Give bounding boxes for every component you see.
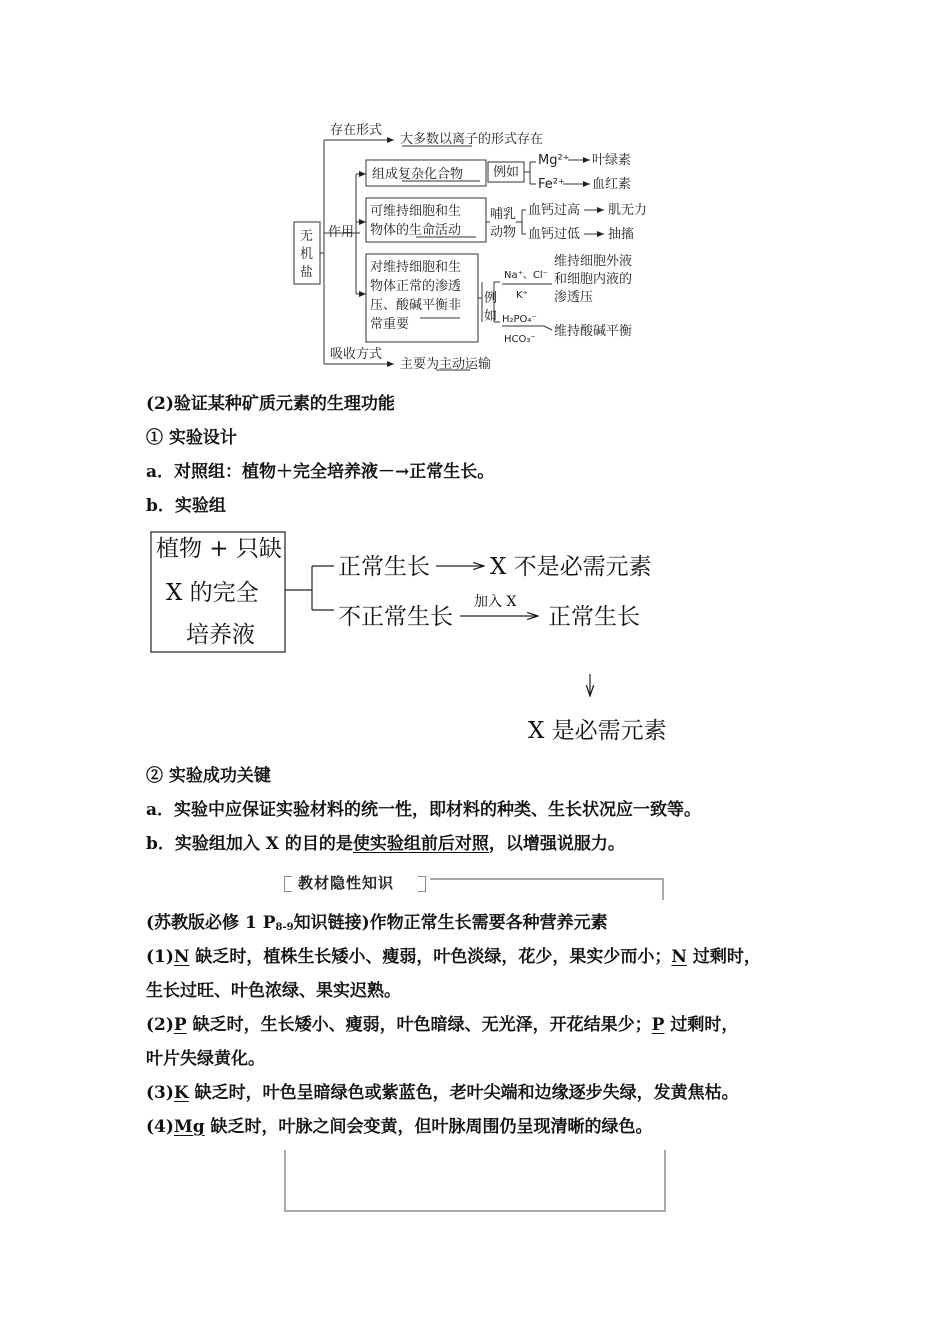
section2-heading: (2)验证某种矿质元素的生理功能 [146, 394, 395, 414]
flow-box-line2: X 的完全 [166, 580, 259, 606]
hco3-ion: HCO₃⁻ [504, 334, 536, 345]
abnormal-growth: 不正常生长 [338, 604, 453, 630]
na-cl-ions: Na⁺、Cl⁻ [504, 270, 548, 281]
normal-growth: 正常生长 [338, 554, 430, 580]
intro-sub: 8-9 [275, 922, 294, 933]
flow-box-line3: 培养液 [186, 622, 255, 648]
box3-line2: 物体正常的渗透 [370, 279, 462, 294]
intro-pre: (苏教版必修 1 P [146, 913, 276, 933]
fe-target: 血红素 [592, 177, 632, 192]
success-key-heading: ② 实验成功关键 [146, 766, 271, 786]
nitrogen-line1 [146, 945, 761, 969]
mg-target: 叶绿素 [592, 153, 632, 168]
key-a-text: a．实验中应保证实验材料的统一性，即材料的种类、生长状况应一致等。 [146, 800, 702, 820]
box3-line4: 常重要 [370, 317, 410, 332]
mg-deficiency: 缺乏时，叶脉之间会变黄，但叶脉周围仍呈现清晰的绿色。 [204, 1117, 653, 1137]
osmotic-line1: 维持细胞外液 [554, 254, 633, 269]
h2po4-ion: H₂PO₄⁻ [502, 314, 537, 325]
mg-ion: Mg²⁺ [538, 153, 570, 168]
intro-post: 知识链接)作物正常生长需要各种营养元素 [293, 913, 608, 933]
hidden-knowledge-frame-top [284, 870, 664, 898]
n-index: (1) [146, 947, 174, 967]
absorb-text: 主要为主动运输 [400, 357, 492, 372]
key-b-post: ，以增强说服力。 [488, 834, 625, 854]
fe-ion: Fe²⁺ [538, 177, 565, 192]
box3-line3: 压、酸碱平衡非 [370, 298, 462, 313]
inorganic-salt-mindmap [290, 118, 670, 380]
calcium-high: 血钙过高 [528, 203, 581, 218]
key-b-underlined: 使实验组前后对照 [352, 834, 489, 854]
nitrogen-line2: 生长过旺、叶色浓绿、果实迟熟。 [146, 981, 401, 1001]
k-index: (3) [146, 1083, 174, 1103]
mg-symbol: Mg [173, 1117, 205, 1137]
magnesium-line [146, 1115, 653, 1139]
not-essential-conclusion: X 不是必需元素 [490, 554, 652, 580]
box3-line1: 对维持细胞和生 [370, 260, 462, 275]
p-excess: 过剩时， [664, 1015, 739, 1035]
control-group-text: a．对照组：植物＋完全培养液－→正常生长。 [146, 462, 495, 482]
p-index: (2) [146, 1015, 174, 1035]
phosphorus-line2: 叶片失绿黄化。 [146, 1049, 265, 1069]
essential-conclusion: X 是必需元素 [528, 718, 667, 744]
function-label: 作用 [328, 225, 355, 240]
exist-text: 大多数以离子的形式存在 [400, 132, 544, 147]
calcium-low: 血钙过低 [528, 227, 581, 242]
experiment-design-heading: ① 实验设计 [146, 428, 237, 448]
calcium-high-effect: 肌无力 [608, 203, 648, 218]
n-deficiency: 缺乏时，植株生长矮小、瘦弱，叶色淡绿，花少，果实少而小； [189, 947, 672, 967]
n-excess: 过剩时， [686, 947, 761, 967]
key-b-text [146, 832, 625, 856]
absorb-label: 吸收方式 [330, 347, 383, 362]
experiment-group-label: b．实验组 [146, 496, 226, 516]
add-x-label: 加入 X [474, 594, 517, 610]
box2-line2: 物体的生命活动 [370, 223, 462, 238]
key-b-pre: b．实验组加入 X 的目的是 [146, 834, 353, 854]
exist-label: 存在形式 [330, 123, 383, 138]
root-char-1: 无 [300, 229, 314, 244]
potassium-line [146, 1081, 739, 1105]
example-label-1: 例如 [493, 165, 520, 180]
k-ion: K⁺ [516, 290, 528, 301]
osmotic-line3: 渗透压 [554, 290, 594, 305]
osmotic-line2: 和细胞内液的 [554, 272, 633, 287]
p-symbol-2: P [651, 1015, 665, 1035]
p-symbol: P [173, 1015, 187, 1035]
n-symbol-2: N [671, 947, 687, 967]
calcium-low-effect: 抽搐 [608, 227, 635, 242]
box2-line1: 可维持细胞和生 [370, 204, 462, 219]
p-deficiency: 缺乏时，生长矮小、瘦弱，叶色暗绿、无光泽，开花结果少； [186, 1015, 652, 1035]
acid-base-text: 维持酸碱平衡 [554, 324, 633, 339]
normal-growth-after: 正常生长 [548, 604, 640, 630]
hidden-intro [146, 911, 608, 940]
phosphorus-line1 [146, 1013, 738, 1037]
box1-text: 组成复杂化合物 [372, 167, 464, 182]
mammal-line2: 动物 [490, 225, 517, 240]
example-label-2b: 如 [484, 309, 498, 324]
root-char-2: 机 [300, 247, 314, 262]
root-char-3: 盐 [300, 265, 314, 280]
hidden-knowledge-frame-bottom [284, 1150, 666, 1212]
mg-index: (4) [146, 1117, 174, 1137]
hidden-knowledge-title: 教材隐性知识 [298, 874, 395, 892]
k-symbol: K [173, 1083, 189, 1103]
mammal-line1: 哺乳 [490, 207, 517, 222]
flow-box-line1: 植物 + 只缺 [156, 536, 282, 562]
experiment-flow-diagram [146, 526, 706, 750]
n-symbol: N [173, 947, 190, 967]
example-label-2a: 例 [484, 291, 498, 306]
k-deficiency: 缺乏时，叶色呈暗绿色或紫蓝色，老叶尖端和边缘逐步失绿，发黄焦枯。 [188, 1083, 739, 1103]
